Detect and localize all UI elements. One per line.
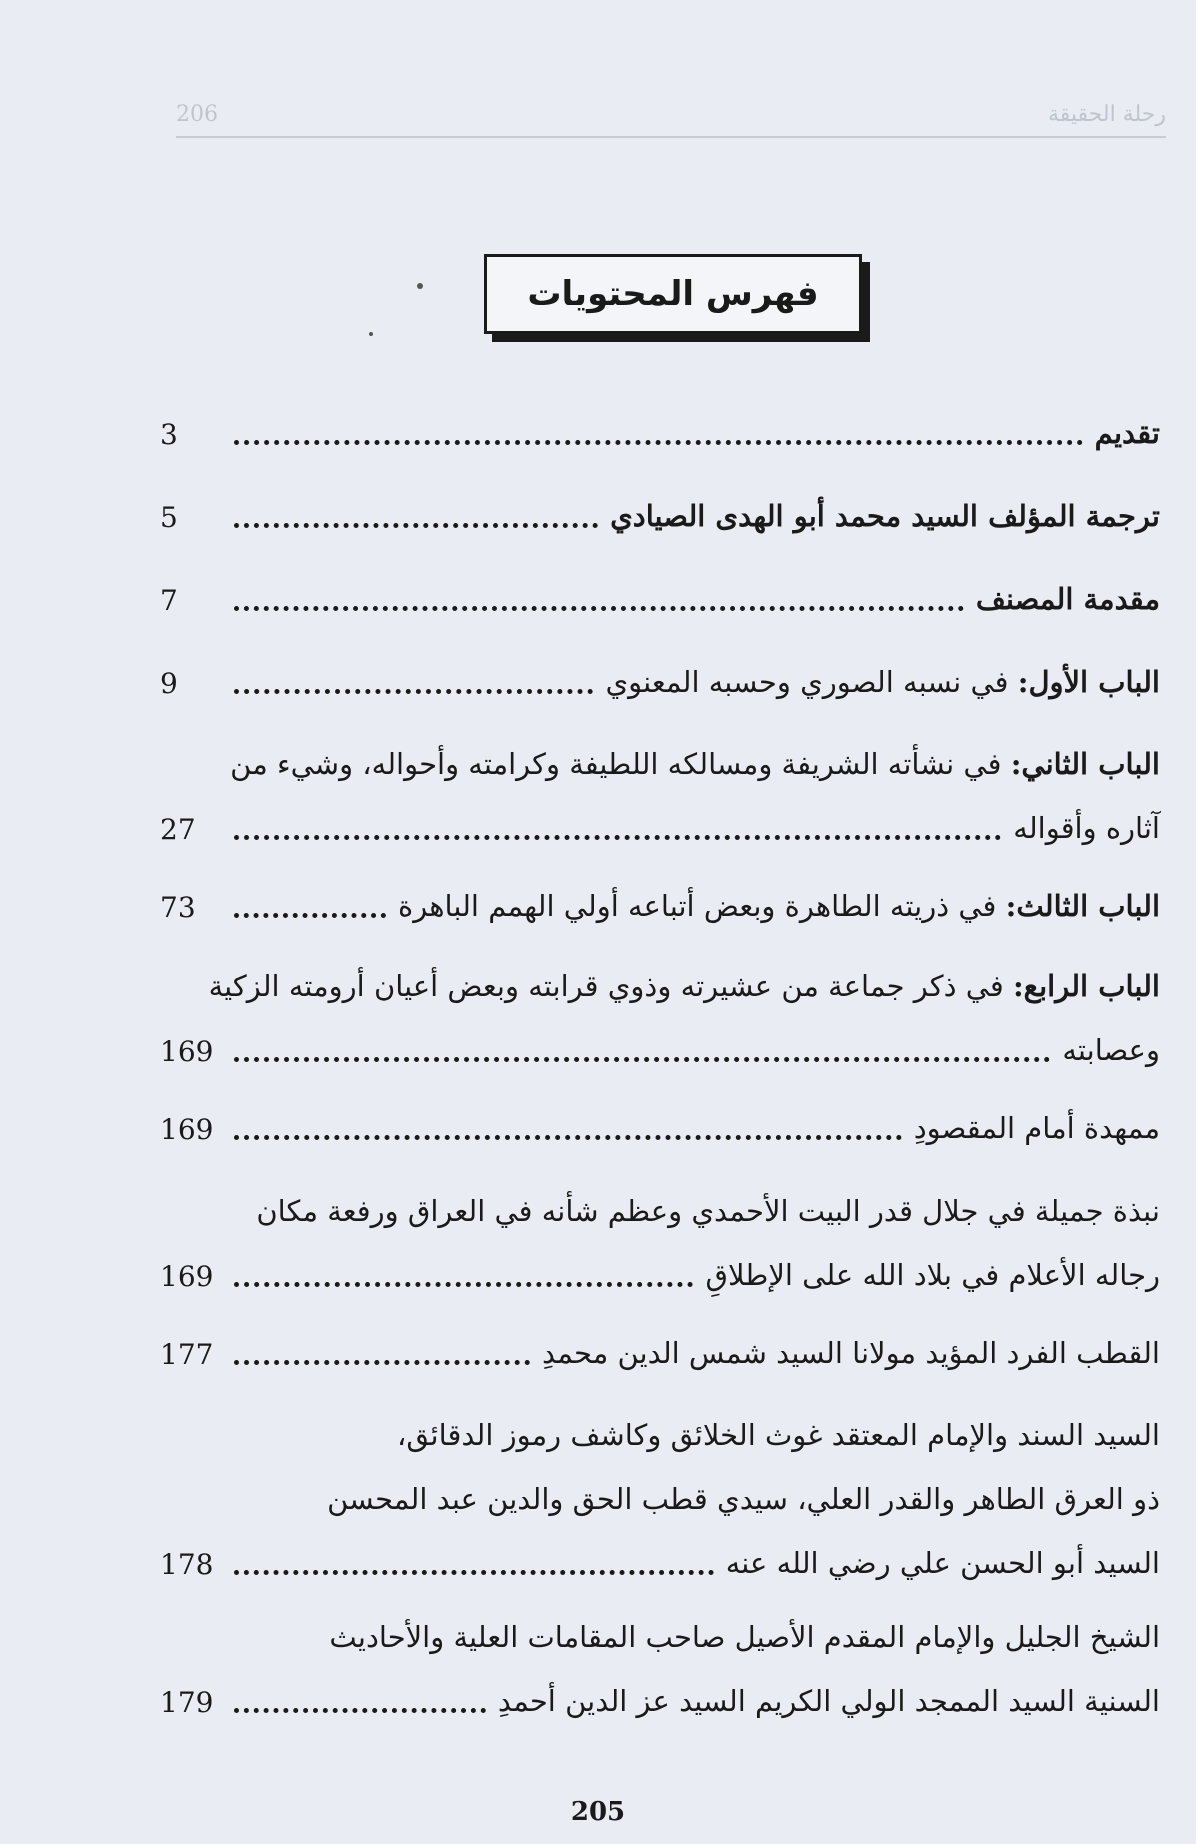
chapter-description: في نشأته الشريفة ومسالكه اللطيفة وكرامته وأحواله، وشيء من xyxy=(230,747,1002,782)
toc-page-number: 178 xyxy=(160,1547,214,1581)
chapter-description: في نسبه الصوري وحسبه المعنوي xyxy=(605,665,1009,700)
toc-entry-title: تقديم xyxy=(1094,416,1160,451)
ink-speck xyxy=(417,283,423,289)
toc-entry-title: السيد السند والإمام المعتقد غوث الخلائق وكاشف رموز الدقائق، xyxy=(397,1418,1160,1453)
toc-page-number: 177 xyxy=(160,1337,214,1371)
toc-page-number: 169 xyxy=(160,1034,214,1068)
show-through-title: رحلة الحقيقة xyxy=(1047,102,1166,127)
toc-page-number: 9 xyxy=(160,666,178,700)
ink-speck xyxy=(369,332,373,336)
toc-page-number: 27 xyxy=(160,812,196,846)
toc-entry-title: ترجمة المؤلف السيد محمد أبو الهدى الصيادي xyxy=(610,499,1160,534)
chapter-description: في ذريته الطاهرة وبعض أتباعه أولي الهمم الباهرة xyxy=(398,889,997,924)
toc-page-number: 3 xyxy=(160,417,178,451)
toc-entry-title: ممهدة أمام المقصودِ xyxy=(913,1111,1160,1146)
chapter-label: الباب الأول: xyxy=(1017,665,1160,700)
chapter-description: في ذكر جماعة من عشيرته وذوي قرابته وبعض أعيان أرومته الزكية xyxy=(208,969,1004,1004)
toc-page-number: 179 xyxy=(160,1685,214,1719)
toc-entry-title-continued: ذو العرق الطاهر والقدر العلي، سيدي قطب الحق والدين عبد المحسن xyxy=(327,1482,1160,1517)
toc-page-number: 7 xyxy=(160,583,178,617)
show-through-page-number: 206 xyxy=(176,102,218,127)
toc-entry-title: نبذة جميلة في جلال قدر البيت الأحمدي وعظم شأنه في العراق ورفعة مكان xyxy=(256,1194,1160,1229)
toc-page-number: 169 xyxy=(160,1259,214,1293)
toc-entry-title: مقدمة المصنف xyxy=(975,582,1160,617)
toc-entry-title-continued: رجاله الأعلام في بلاد الله على الإطلاقِ xyxy=(705,1258,1160,1293)
chapter-label: الباب الثالث: xyxy=(1005,889,1160,924)
toc-entry-title-continued: السنية السيد الممجد الولي الكريم السيد عز الدين أحمدِ xyxy=(497,1684,1160,1719)
toc-page-number: 169 xyxy=(160,1112,214,1146)
toc-entry-title-continued: السيد أبو الحسن علي رضي الله عنه xyxy=(725,1546,1160,1581)
chapter-label: الباب الرابع: xyxy=(1012,969,1160,1004)
toc-entry-title: القطب الفرد المؤيد مولانا السيد شمس الدين محمدِ xyxy=(541,1336,1160,1371)
chapter-description-continued: آثاره وأقواله xyxy=(1013,811,1160,846)
toc-page-number: 73 xyxy=(160,890,196,924)
toc-title: فهرس المحتويات xyxy=(527,274,819,314)
chapter-description-continued: وعصابته xyxy=(1062,1033,1160,1068)
chapter-label: الباب الثاني: xyxy=(1010,747,1160,782)
page-number: 205 xyxy=(570,1797,626,1827)
toc-entry-title: الشيخ الجليل والإمام المقدم الأصيل صاحب المقامات العلية والأحاديث xyxy=(329,1620,1160,1655)
toc-page-number: 5 xyxy=(160,500,178,534)
